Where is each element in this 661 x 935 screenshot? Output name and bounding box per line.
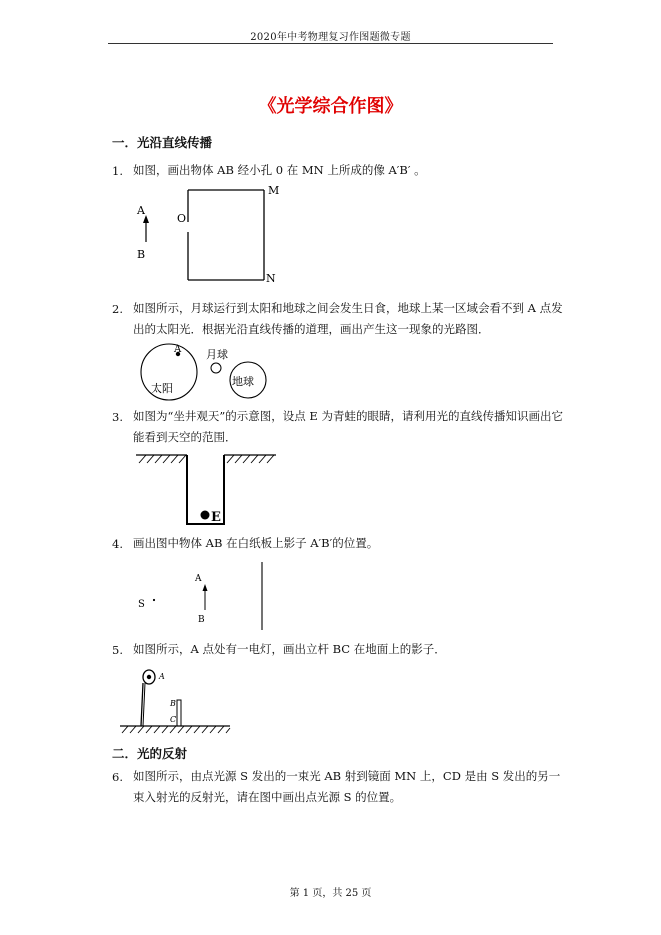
label-S: S xyxy=(138,599,145,610)
question-number-2: 2. xyxy=(112,302,123,316)
figure-pinhole xyxy=(130,182,290,287)
question-text-6: 如图所示，由点光源 S 发出的一束光 AB 射到镜面 MN 上，CD 是由 S 发出的另一束入射光的反射光，请在图中画出点光源 S 的位置。 xyxy=(133,769,561,804)
question-text-1: 如图，画出物体 AB 经小孔 0 在 MN 上所成的像 A′B′ 。 xyxy=(133,163,426,177)
label-sun: 太阳 xyxy=(151,382,173,395)
page-footer: 第 1 页，共 25 页 xyxy=(289,888,372,899)
label-B: B xyxy=(137,248,146,261)
section-heading-2: 二．光的反射 xyxy=(112,746,188,761)
figure-shadow-screen xyxy=(135,560,270,630)
page-header: 2020年中考物理复习作图题微专题 xyxy=(250,32,411,43)
label-C: C xyxy=(170,715,177,724)
label-A: A xyxy=(174,344,182,355)
document-title: 《光学综合作图》 xyxy=(258,96,403,117)
label-moon: 月球 xyxy=(206,348,228,361)
question-number-5: 5. xyxy=(112,643,123,657)
label-B: B xyxy=(170,699,176,708)
question-text-3: 如图为“坐井观天”的示意图，设点 E 为青蛙的眼睛，请利用光的直线传播知识画出它能看到天空的范围． xyxy=(133,409,563,444)
section-heading-1: 一．光沿直线传播 xyxy=(112,135,213,150)
question-text-2: 如图所示，月球运行到太阳和地球之间会发生日食，地球上某一区域会看不到 A 点发出的太阳光．根据光沿直线传播的道理，画出产生这一现象的光路图． xyxy=(133,301,563,336)
question-text-5: 如图所示，A 点处有一电灯，画出立杆 BC 在地面上的影子． xyxy=(133,642,446,656)
question-number-4: 4. xyxy=(112,537,123,551)
label-B: B xyxy=(198,615,205,625)
label-N: N xyxy=(266,272,276,285)
label-A: A xyxy=(195,574,202,584)
figure-lamp-pole xyxy=(118,664,233,734)
label-A: A xyxy=(159,672,165,681)
label-M: M xyxy=(268,184,280,197)
figure-well xyxy=(136,450,278,528)
label-E: E xyxy=(211,510,221,525)
question-number-3: 3. xyxy=(112,410,123,424)
label-earth: 地球 xyxy=(232,375,254,388)
figure-eclipse xyxy=(134,342,284,402)
label-A: A xyxy=(137,204,145,217)
header-rule xyxy=(108,43,553,44)
label-O: O xyxy=(177,212,187,225)
question-number-6: 6. xyxy=(112,770,123,784)
question-text-4: 画出图中物体 AB 在白纸板上影子 A′B′的位置。 xyxy=(133,536,379,550)
question-number-1: 1. xyxy=(112,164,123,178)
